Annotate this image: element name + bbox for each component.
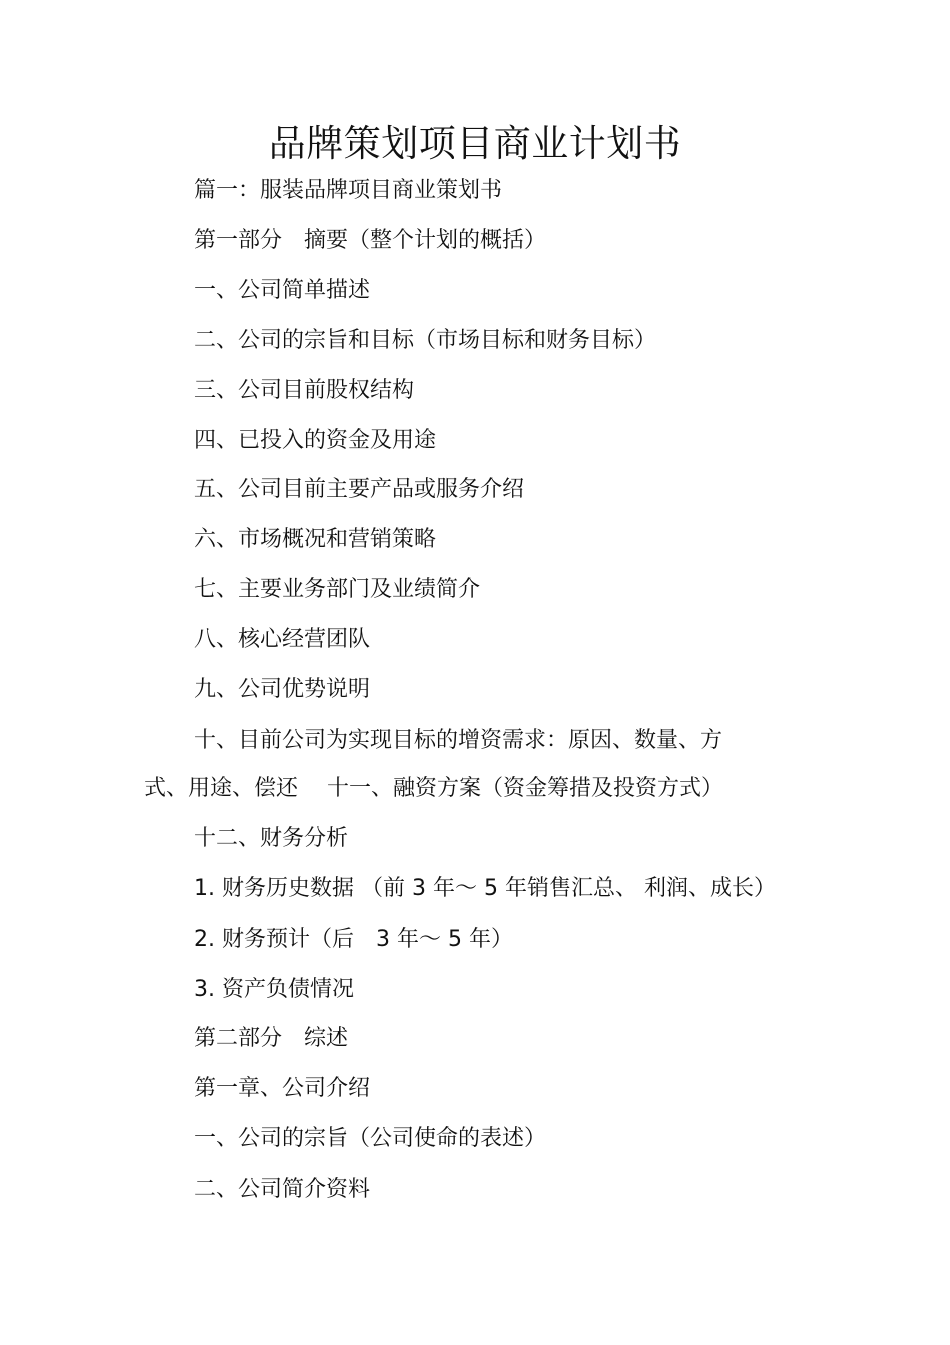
chapter-heading: 第一章、公司介绍 [194, 1076, 371, 1101]
list-item: 八、核心经营团队 [194, 627, 371, 652]
section-heading-chapter-one: 篇一：服装品牌项目商业策划书 [194, 178, 503, 203]
part-one-heading: 第一部分 摘要（整个计划的概括） [194, 228, 547, 253]
list-item: 二、公司的宗旨和目标（市场目标和财务目标） [194, 328, 657, 353]
list-item: 五、公司目前主要产品或服务介绍 [194, 477, 525, 502]
list-item: 3. 资产负债情况 [194, 977, 354, 1002]
list-item-continuation: 式、用途、偿还 十一、融资方案（资金筹措及投资方式） [144, 776, 723, 801]
list-item: 1. 财务历史数据 （前 3 年～ 5 年销售汇总、 利润、成长） [194, 876, 776, 901]
document-title: 品牌策划项目商业计划书 [268, 122, 682, 165]
list-item: 六、市场概况和营销策略 [194, 527, 437, 552]
list-item: 四、已投入的资金及用途 [194, 428, 437, 453]
list-item: 一、公司简单描述 [194, 278, 371, 303]
list-item: 二、公司简介资料 [194, 1177, 371, 1202]
list-item: 十、目前公司为实现目标的增资需求：原因、数量、方 [194, 728, 723, 753]
list-item: 三、公司目前股权结构 [194, 378, 415, 403]
list-item: 十二、财务分析 [194, 826, 349, 851]
list-item: 九、公司优势说明 [194, 677, 371, 702]
list-item: 2. 财务预计（后 3 年～ 5 年） [194, 927, 513, 952]
list-item: 一、公司的宗旨（公司使命的表述） [194, 1126, 547, 1151]
list-item: 七、主要业务部门及业绩简介 [194, 577, 481, 602]
part-two-heading: 第二部分 综述 [194, 1026, 349, 1051]
